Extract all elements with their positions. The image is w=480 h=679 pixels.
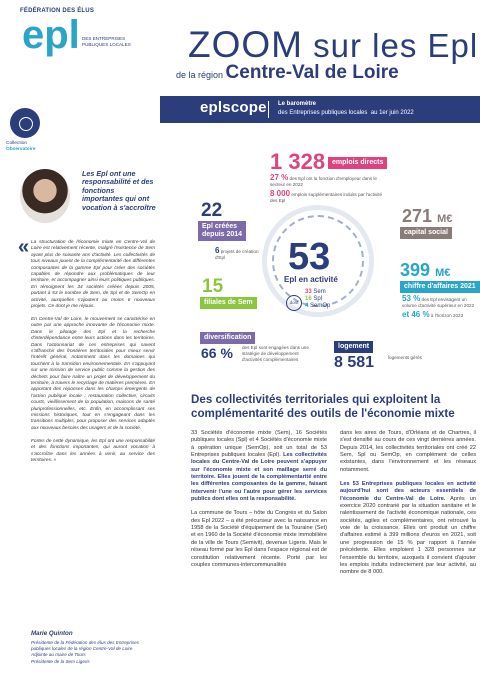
capital-label: capital social [400, 227, 452, 239]
dont-label: dont [286, 295, 302, 311]
article-paragraph: La commune de Tours – hôte du Congrès et du Salon des Epl 2022 – a été précurseur avec la naissance en 1958 de la Société d'équipement de la Touraine (Set) et en 1960 de la Société d'économie mixte immobilière de la ville de Tours (Semivit), devenue Ligeris. Mais le réseau formé par les Epl dans l'espace régional est de constitution relativement récente. Porté par les couples communes-intercommunalités [191, 510, 327, 568]
article-column-right [340, 430, 476, 584]
epl-logo: epl [22, 13, 80, 57]
quote-mark-icon: « [18, 236, 30, 258]
total-epl-value: 53 [288, 236, 331, 278]
quote-title: Les Epl ont une responsabilité et des fonctions importantes qui ont vocation à s'accroître [82, 169, 156, 212]
article-paragraph: Les 53 Entreprises publiques locales en activité aujourd'hui sont des acteurs essentiels de l'économie du Centre-Val de Loire. Après un exercice 2020 contrarié par la situation sanitaire et le ralentissement de l'activité économique nationale, ces sociétés, agiles et complémentaires, ont retrouvé la voie de la croissance. Elles ont produit un chiffre d'affaires estimé à 399 millions d'euros en 2021, soit une progression de 15 % par rapport à l'année précédente. Elles emploient 1 328 personnes sur l'ensemble du territoire, auxquels il convient d'ajouter les emplois induits indirectement par leur activité, au nombre de 8 000. [340, 481, 476, 576]
banner-divider [268, 101, 269, 118]
portrait-photo [20, 169, 70, 223]
filiales-value: 15 [202, 276, 224, 297]
barometer-title: Le baromètre [278, 101, 317, 107]
epl-split: 33 Sem 16 Spl 4 SemOp [305, 289, 331, 309]
epl-logo-subtitle: DES ENTREPRISES PUBLIQUES LOCALES [82, 36, 131, 47]
signature-role: Présidente de la Fédération des élus des Entreprises publiques locales de la région Centre-Val de Loire Adjointe au maire de Tours Présidente de la Sem Ligeris [31, 640, 140, 664]
eplscope-logo: eplscope [200, 99, 267, 116]
observatoire-badge-icon [10, 108, 40, 138]
article-title: Des collectivités territoriales qui exploitent la complémentarité des outils de l'économie mixte [191, 393, 455, 420]
emplois-label: emplois directs [328, 157, 387, 169]
quote-paragraph: En Centre-Val de Loire, le mouvement se caractérise en outre par une approche innovante de l'économie mixte. Dans le pilotage des Epl et la recherche d'interdépendance entre leurs actions dans les territoires. Dans l'actionnariat de ces entreprises qui savent s'affranchir des frontières territoriales pour mieux servir l'intérêt général, notamment dans les domaines qui touchent à la transition environnementale. En s'appuyant sur une mission de service public comme la gestion des déchets pour faire naître un projet de développement du territoire, à travers le recyclage de matières premières. En apportant des réponses dans les champs émergents de l'action publique locale : restauration collective, circuits courts, vieillissement de la population, maisons de santé pluriprofessionnelles, etc. Enfin, en accomplissant ses missions historiques, tout en s'engageant dans les transitions multiples, pour proposer des services adaptés aux nouveaux besoins des usagers et de la société. [31, 316, 155, 431]
indirect-stat: 8 000 emplois supplémentaires induits par l'activité des Epl [270, 189, 383, 203]
quote-paragraph: Fortes de cette dynamique, les Epl ont une responsabilité et des fonctions importantes, qui auront vocation à s'accroître dans les années à venir, au service des territoires. » [31, 438, 155, 463]
ehpad-stat: 27 % des Epl ont la fonction d'employeur dans le secteur en 2022 [270, 173, 377, 187]
collection-label: Collection Observatoire [6, 141, 36, 152]
article-column-left [191, 430, 327, 576]
ca-value: 399 M€ [400, 260, 451, 280]
ca-label: chiffre d'affaires 2021 [400, 281, 480, 293]
creees-label: Epl créées depuis 2014 [198, 221, 246, 241]
infographic [160, 123, 480, 383]
filiales-label: filiales de Sem [200, 297, 257, 309]
quote-body [31, 240, 155, 471]
article-paragraph: 33 Sociétés d'économie mixte (Sem), 16 Sociétés publiques locales (Spl) et 4 Sociétés d'économie mixte à opération unique (SemOp), soit un total de 53 Entreprises publiques locales (Epl). Les collectivités locales du Centre-Val de Loire peuvent s'appuyer sur l'économie mixte et son maillage serré du territoire. Elles jouent de la complémentarité entre les différentes composantes de la gamme, faisant intervenir l'une ou l'autre pour gérer les services publics dont elles ont la responsabilité. [191, 430, 328, 503]
barometer-subtitle: des Entreprises publiques locales au 1er juin 2022 [278, 110, 414, 116]
diversification-text: des Epl sont engagées dans une stratégie de développement d'activités complémentaires [242, 345, 309, 362]
creees-value: 22 [201, 200, 223, 221]
ca-pct-stat: 53 % des Epl envisagent un volume d'activité supérieur en 2022 [402, 294, 475, 308]
ca-pct2-stat: et 46 % à l'horizon 2023 [402, 310, 464, 319]
projets-stat: 6 projets de création d'Epl [215, 246, 259, 260]
signature-name: Marie Quinton [31, 630, 73, 637]
logement-label: logement [334, 341, 373, 353]
logement-text: logements gérés [388, 355, 422, 360]
emplois-value: 1 328 [270, 149, 326, 174]
federation-label: FÉDÉRATION DES ÉLUS [20, 8, 95, 14]
capital-value: 271 M€ [402, 206, 453, 226]
article-paragraph: dans les aires de Tours, d'Orléans et de Chartres, il s'est densifié au cours de ces vingt dernières années. Depuis 2014, les collectivités territoriales ont créé 22 Sem, Spl ou SemOp, en complément de celles existantes, dans l'environnement et les réseaux notamment. [340, 430, 476, 473]
region-title: de la région Centre-Val de Loire [176, 62, 399, 83]
total-epl-label: Epl en activité [284, 275, 338, 284]
diversification-label: diversification [200, 332, 255, 344]
zoom-title: ZOOM sur les Epl [188, 24, 479, 65]
diversification-value: 66 % [201, 345, 233, 361]
logement-value: 8 581 [334, 354, 375, 371]
left-column [0, 0, 160, 679]
quote-paragraph: La structuration de l'économie mixte en Centre-Val de Loire est relativement récente, malgré l'existence de Sem ayant plus de soixante ans d'activité. Les collectivités de tous niveaux jouent de la complémentarité des différentes composantes de la gamme Epl pour créer des sociétés capables de répondre aux problématiques de leur territoire, et accompagner ainsi leurs politiques publiques. En témoignent les 34 sociétés créées depuis 2005, portant à 53 le nombre de Sem, de Spl et de SemOp en activité, auxquelles s'ajoutent au moins 6 nouveaux projets. Ce dont je me réjouis. [31, 240, 155, 310]
